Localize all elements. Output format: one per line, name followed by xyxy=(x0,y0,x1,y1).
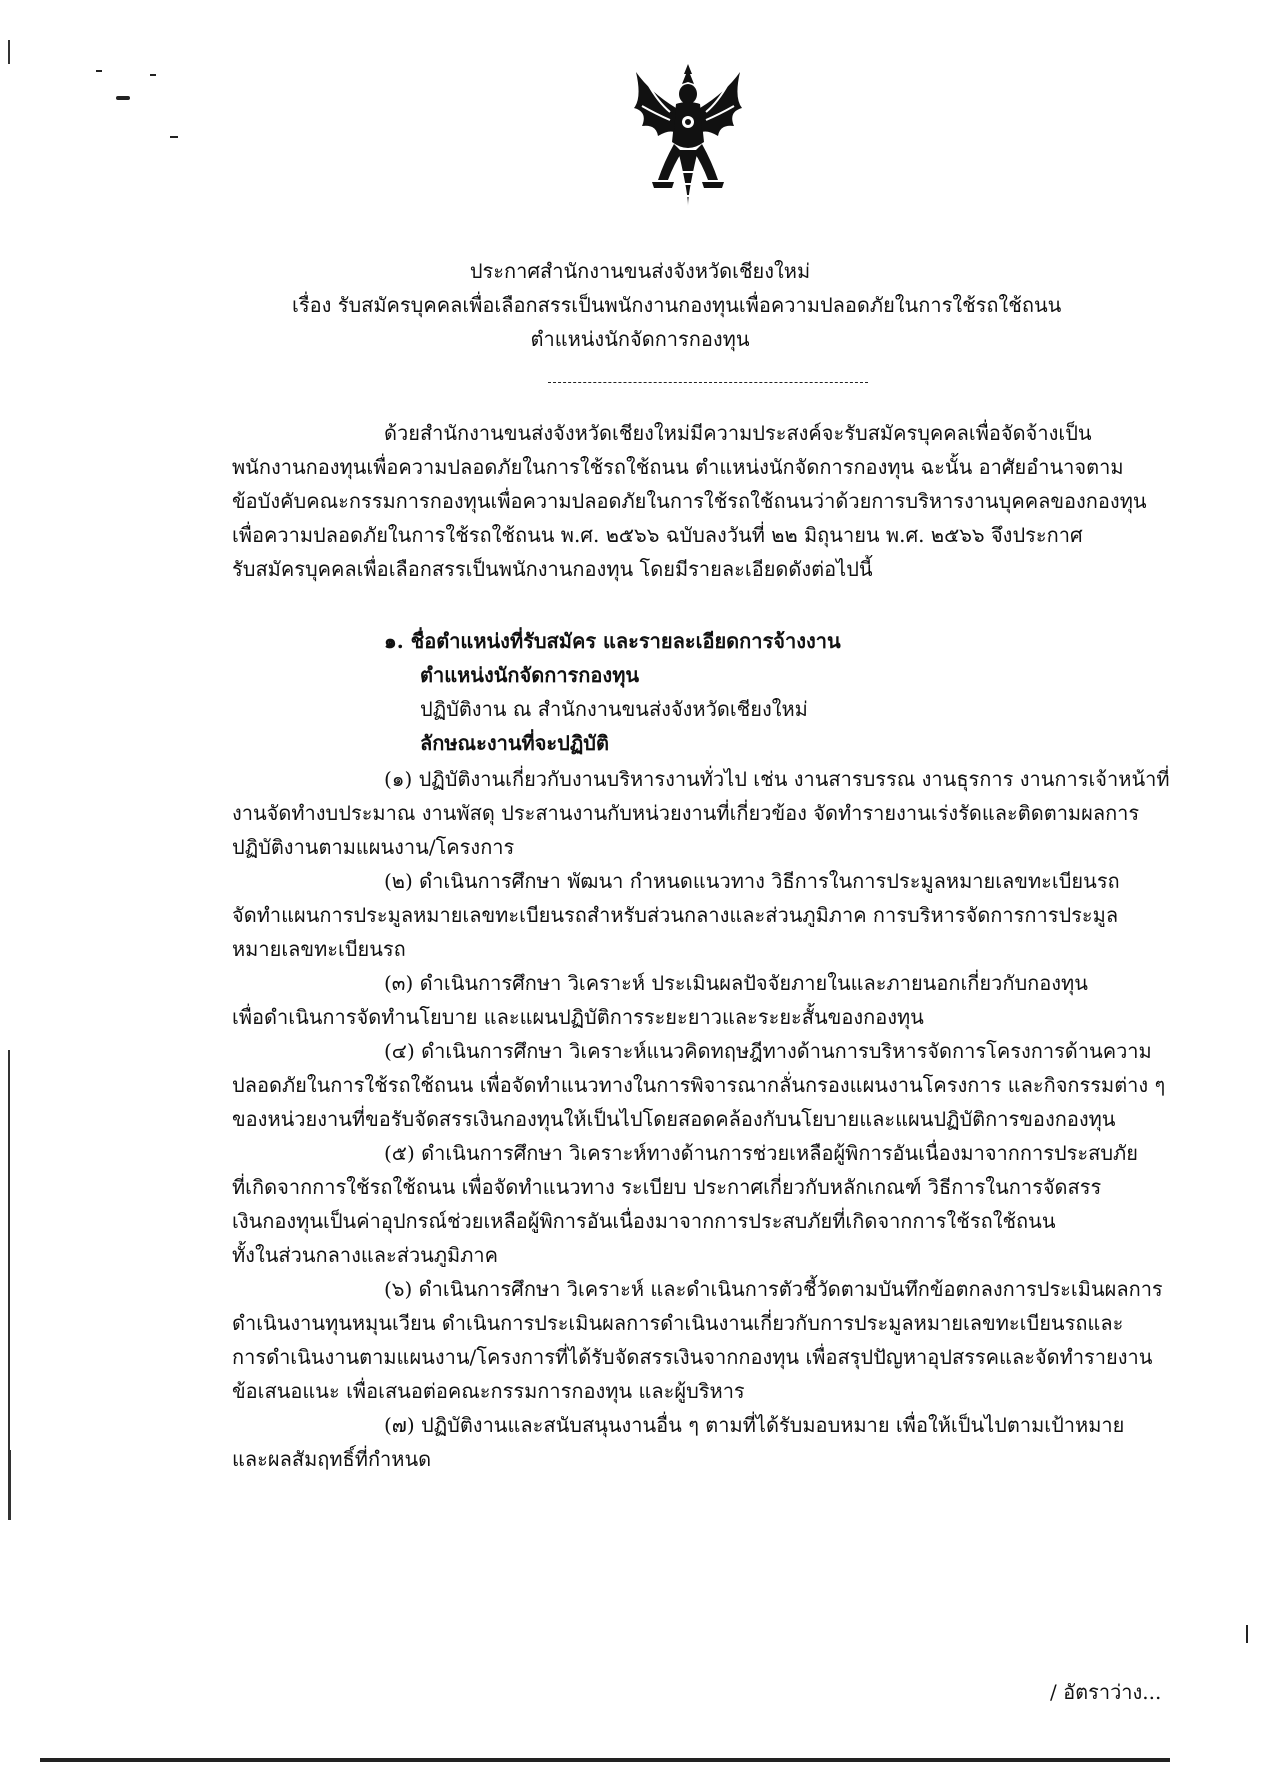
continued-marker: / อัตราว่าง... xyxy=(1050,1680,1162,1704)
intro-line: เพื่อความปลอดภัยในการใช้รถใช้ถนน พ.ศ. ๒๕๖๖ ฉบับลงวันที่ ๒๒ มิถุนายน พ.ศ. ๒๕๖๖ จึงประกาศ xyxy=(232,523,1083,547)
scan-bottom-edge xyxy=(40,1758,1170,1762)
intro-line: ด้วยสำนักงานขนส่งจังหวัดเชียงใหม่มีความประสงค์จะรับสมัครบุคคลเพื่อจัดจ้างเป็น xyxy=(384,421,1092,445)
duty-line: ปลอดภัยในการใช้รถใช้ถนน เพื่อจัดทำแนวทางในการพิจารณากลั่นกรองแผนงานโครงการ และกิจกรรมต่าง ๆ xyxy=(232,1073,1166,1097)
duty-line: ของหน่วยงานที่ขอรับจัดสรรเงินกองทุนให้เป็นไปโดยสอดคล้องกับนโยบายและแผนปฏิบัติการของกองทุน xyxy=(232,1107,1116,1131)
duties-list xyxy=(232,762,1182,1476)
scan-artifact xyxy=(96,70,102,72)
scan-artifact xyxy=(150,74,156,76)
section-1-workplace: ปฏิบัติงาน ณ สำนักงานขนส่งจังหวัดเชียงใหม่ xyxy=(420,697,808,721)
garuda-emblem-icon xyxy=(628,62,748,212)
duty-item-1: (๑) ปฏิบัติงานเกี่ยวกับงานบริหารงานทั่วไป เช่น งานสารบรรณ งานธุรการ งานการเจ้าหน้าที่ xyxy=(384,767,1170,791)
duty-item-6: (๖) ดำเนินการศึกษา วิเคราะห์ และดำเนินการตัวชี้วัดตามบันทึกข้อตกลงการประเมินผลการ xyxy=(384,1277,1163,1301)
duty-line: จัดทำแผนการประมูลหมายเลขทะเบียนรถสำหรับส่วนกลางและส่วนภูมิภาค การบริหารจัดการการประมูล xyxy=(232,903,1119,927)
duty-line: ดำเนินงานทุนหมุนเวียน ดำเนินการประเมินผลการดำเนินงานเกี่ยวกับการประมูลหมายเลขทะเบียนรถและ xyxy=(232,1311,1124,1335)
duty-item-5: (๕) ดำเนินการศึกษา วิเคราะห์ทางด้านการช่วยเหลือผู้พิการอันเนื่องมาจากการประสบภัย xyxy=(384,1141,1138,1165)
duty-line: ปฏิบัติงานตามแผนงาน/โครงการ xyxy=(232,835,515,859)
intro-line: ข้อบังคับคณะกรรมการกองทุนเพื่อความปลอดภัยในการใช้รถใช้ถนนว่าด้วยการบริหารงานบุคคลของกองทุน xyxy=(232,489,1147,513)
scan-artifact xyxy=(116,96,130,100)
intro-paragraph xyxy=(232,416,1182,586)
scan-artifact xyxy=(8,40,10,64)
scan-artifact xyxy=(8,1450,11,1520)
duty-item-4: (๔) ดำเนินการศึกษา วิเคราะห์แนวคิดทฤษฎีทางด้านการบริหารจัดการโครงการด้านความ xyxy=(384,1039,1152,1063)
scan-artifact xyxy=(8,1050,10,1470)
duty-line: การดำเนินงานตามแผนงาน/โครงการที่ได้รับจัดสรรเงินจากกองทุน เพื่อสรุปปัญหาอุปสรรคและจัดทำรายงาน xyxy=(232,1345,1153,1369)
announcement-subject: เรื่อง รับสมัครบุคคลเพื่อเลือกสรรเป็นพนักงานกองทุนเพื่อความปลอดภัยในการใช้รถใช้ถนน xyxy=(292,293,1062,317)
announcement-title: ประกาศสำนักงานขนส่งจังหวัดเชียงใหม่ xyxy=(469,259,811,283)
scan-artifact xyxy=(170,136,178,138)
duty-item-2: (๒) ดำเนินการศึกษา พัฒนา กำหนดแนวทาง วิธีการในการประมูลหมายเลขทะเบียนรถ xyxy=(384,869,1120,893)
duty-line: ข้อเสนอแนะ เพื่อเสนอต่อคณะกรรมการกองทุน และผู้บริหาร xyxy=(232,1379,745,1403)
intro-line: รับสมัครบุคคลเพื่อเลือกสรรเป็นพนักงานกองทุน โดยมีรายละเอียดดังต่อไปนี้ xyxy=(232,557,873,581)
duty-line: เพื่อดำเนินการจัดทำนโยบาย และแผนปฏิบัติการระยะยาวและระยะสั้นของกองทุน xyxy=(232,1005,924,1029)
section-1-heading: ๑. ชื่อตำแหน่งที่รับสมัคร และรายละเอียดการจ้างงาน xyxy=(384,629,841,653)
duty-item-7: (๗) ปฏิบัติงานและสนับสนุนงานอื่น ๆ ตามที่ได้รับมอบหมาย เพื่อให้เป็นไปตามเป้าหมาย xyxy=(384,1413,1125,1437)
intro-line: พนักงานกองทุนเพื่อความปลอดภัยในการใช้รถใช้ถนน ตำแหน่งนักจัดการกองทุน ฉะนั้น อาศัยอำนาจตาม xyxy=(232,455,1124,479)
section-1-position: ตำแหน่งนักจัดการกองทุน xyxy=(420,663,640,687)
duties-heading: ลักษณะงานที่จะปฏิบัติ xyxy=(420,731,609,755)
duty-line: งานจัดทำงบประมาณ งานพัสดุ ประสานงานกับหน่วยงานที่เกี่ยวข้อง จัดทำรายงานเร่งรัดและติดตามผลการ xyxy=(232,801,1140,825)
duty-item-3: (๓) ดำเนินการศึกษา วิเคราะห์ ประเมินผลปัจจัยภายในและภายนอกเกี่ยวกับกองทุน xyxy=(384,971,1088,995)
duty-line: เงินกองทุนเป็นค่าอุปกรณ์ช่วยเหลือผู้พิการอันเนื่องมาจากการประสบภัยที่เกิดจากการใช้รถใช้ถนน xyxy=(232,1209,1056,1233)
duty-line: ที่เกิดจากการใช้รถใช้ถนน เพื่อจัดทำแนวทาง ระเบียบ ประกาศเกี่ยวกับหลักเกณฑ์ วิธีการในการจัดสรร xyxy=(232,1175,1102,1199)
announcement-position: ตำแหน่งนักจัดการกองทุน xyxy=(530,327,750,351)
scan-artifact xyxy=(1246,1625,1248,1643)
header-divider xyxy=(548,382,868,383)
duty-line: หมายเลขทะเบียนรถ xyxy=(232,937,406,961)
duty-line: ทั้งในส่วนกลางและส่วนภูมิภาค xyxy=(232,1243,499,1267)
duty-line: และผลสัมฤทธิ์ที่กำหนด xyxy=(232,1447,432,1471)
